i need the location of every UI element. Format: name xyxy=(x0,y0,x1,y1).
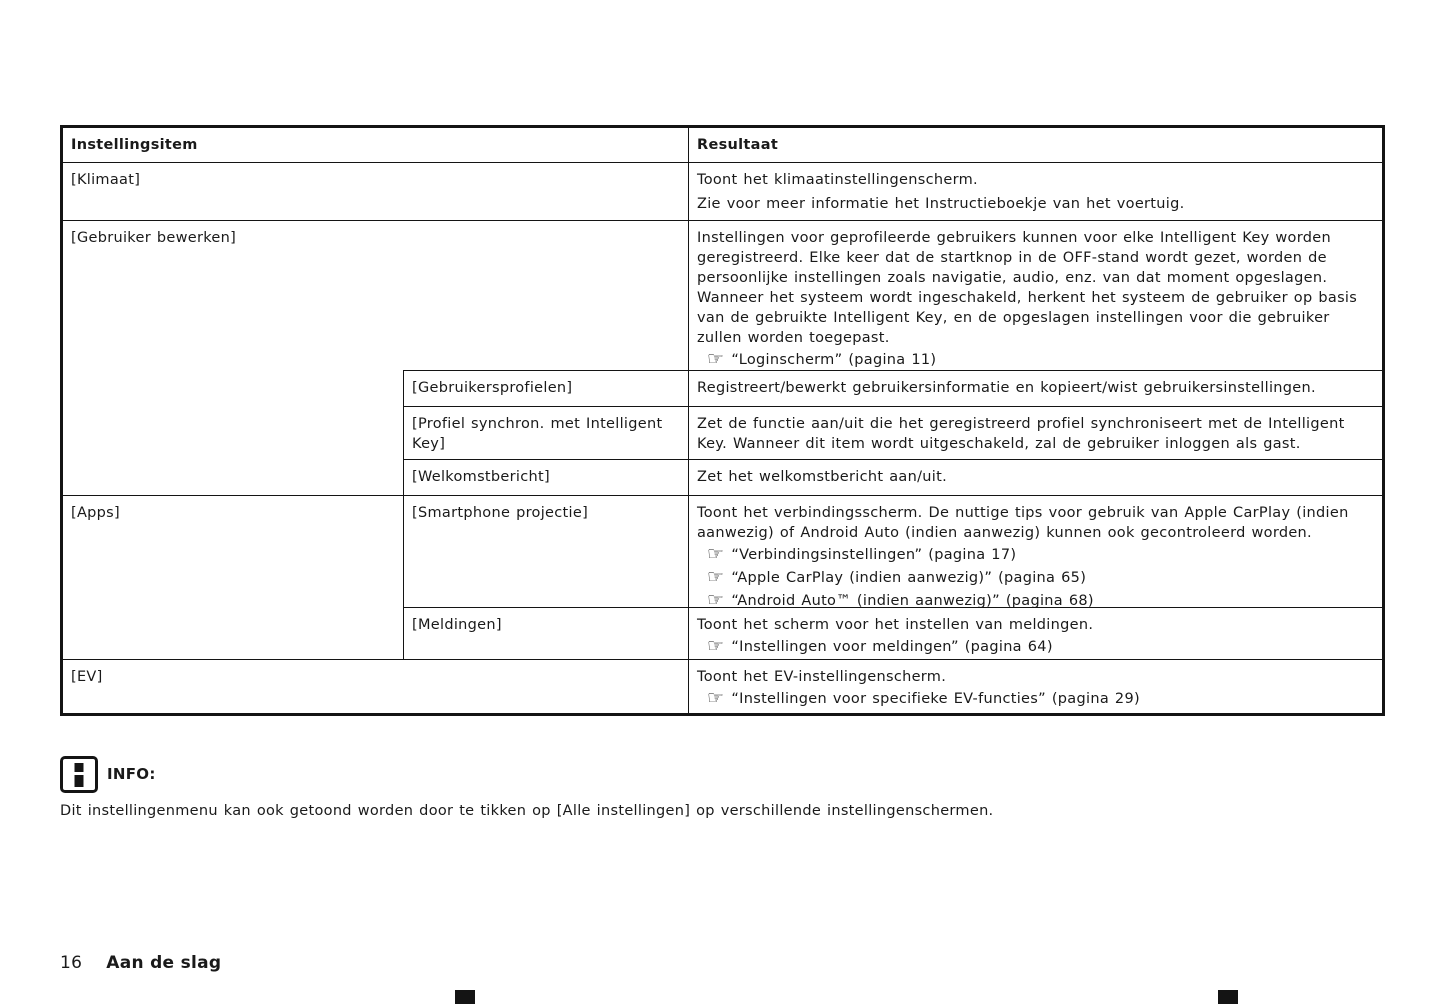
cell-gebruiker-bewerken-spacer xyxy=(403,220,688,370)
table-header-instellingsitem: Instellingsitem xyxy=(71,137,198,153)
result-text: Toont het verbindingsscherm. De nuttige tips voor gebruik van Apple CarPlay (indien aanwezig) of Android Auto (indien aanwezig) kunnen ook gecontroleerd worden. xyxy=(697,505,1349,541)
page-reference-icon: ☞ xyxy=(707,543,725,565)
page-reference xyxy=(697,567,1374,589)
cell-gebruiker-bewerken-item: [Gebruiker bewerken] xyxy=(63,220,403,495)
cell-klimaat-result xyxy=(688,162,1382,220)
page-reference-text: “Instellingen voor meldingen” (pagina 64) xyxy=(731,639,1053,655)
page-number: 16 xyxy=(60,953,83,973)
cell-gebruiker-bewerken-result xyxy=(688,220,1382,370)
cell-ev-result xyxy=(688,659,1382,713)
page-reference xyxy=(697,636,1374,658)
cell-klimaat-item: [Klimaat] xyxy=(63,162,688,220)
info-label: INFO: xyxy=(107,765,156,783)
result-text: Zet het welkomstbericht aan/uit. xyxy=(697,469,948,485)
result-line: Zie voor meer informatie het Instructieboekje van het voertuig. xyxy=(697,196,1185,212)
section-title: Aan de slag xyxy=(106,953,222,973)
page-reference xyxy=(697,544,1374,566)
cell-smartphone-projectie-result xyxy=(688,495,1382,607)
cell-profiel-synchron-result xyxy=(688,406,1382,459)
settings-table xyxy=(60,125,1385,716)
page-reference xyxy=(697,590,1374,607)
cell-apps-item: [Apps] xyxy=(63,495,403,659)
cell-gebruikersprofielen-item: [Gebruikersprofielen] xyxy=(403,370,688,406)
result-text: Instellingen voor geprofileerde gebruikers kunnen voor elke Intelligent Key worden geregistreerd. Elke keer dat de startknop in de OFF-stand wordt gezet, worden de persoonlijke instellingen zoals navigatie, audio, enz. van dat moment opgeslagen. Wanneer het systeem wordt ingeschakeld, herkent het systeem de gebruiker op basis van de gebruikte Intelligent Key, en de opgeslagen instellingen voor die gebruiker zullen worden toegepast. xyxy=(697,230,1358,346)
page-reference xyxy=(697,349,1374,370)
result-text: Toont het scherm voor het instellen van meldingen. xyxy=(697,617,1094,633)
page-reference-icon: ☞ xyxy=(707,566,725,588)
table-header-resultaat: Resultaat xyxy=(688,128,1382,162)
print-mark xyxy=(1218,990,1238,1004)
page-reference-icon: ☞ xyxy=(707,348,725,370)
cell-profiel-synchron-item: [Profiel synchron. met Intelligent Key] xyxy=(403,406,688,459)
cell-ev-item: [EV] xyxy=(63,659,688,713)
page-reference-text: “Apple CarPlay (indien aanwezig)” (pagina 65) xyxy=(731,570,1087,586)
page-reference-text: “Instellingen voor specifieke EV-functies” (pagina 29) xyxy=(731,691,1140,707)
cell-meldingen-item: [Meldingen] xyxy=(403,607,688,659)
cell-gebruikersprofielen-result xyxy=(688,370,1382,406)
page-reference-icon: ☞ xyxy=(707,687,725,709)
page-reference-text: “Verbindingsinstellingen” (pagina 17) xyxy=(731,547,1017,563)
page-reference-text: “Android Auto™ (indien aanwezig)” (pagina 68) xyxy=(731,593,1094,607)
info-icon xyxy=(60,756,98,793)
result-text: Toont het EV-instellingenscherm. xyxy=(697,669,947,685)
page-reference xyxy=(697,688,1374,710)
page-reference-icon: ☞ xyxy=(707,589,725,607)
result-line: Toont het klimaatinstellingenscherm. xyxy=(697,172,978,188)
info-text: Dit instellingenmenu kan ook getoond worden door te tikken op [Alle instellingen] op verschillende instellingenschermen. xyxy=(60,803,994,819)
cell-welkomstbericht-item: [Welkomstbericht] xyxy=(403,459,688,495)
print-mark xyxy=(455,990,475,1004)
page-reference-icon: ☞ xyxy=(707,635,725,657)
cell-meldingen-result xyxy=(688,607,1382,659)
page-reference-text: “Loginscherm” (pagina 11) xyxy=(731,352,937,368)
cell-welkomstbericht-result xyxy=(688,459,1382,495)
cell-smartphone-projectie-item: [Smartphone projectie] xyxy=(403,495,688,607)
result-text: Registreert/bewerkt gebruikersinformatie en kopieert/wist gebruikersinstellingen. xyxy=(697,380,1316,396)
result-text: Zet de functie aan/uit die het geregistreerd profiel synchroniseert met de Intelligent Key. Wanneer dit item wordt uitgeschakeld, zal de gebruiker inloggen als gast. xyxy=(697,416,1345,452)
page-footer xyxy=(60,953,221,973)
